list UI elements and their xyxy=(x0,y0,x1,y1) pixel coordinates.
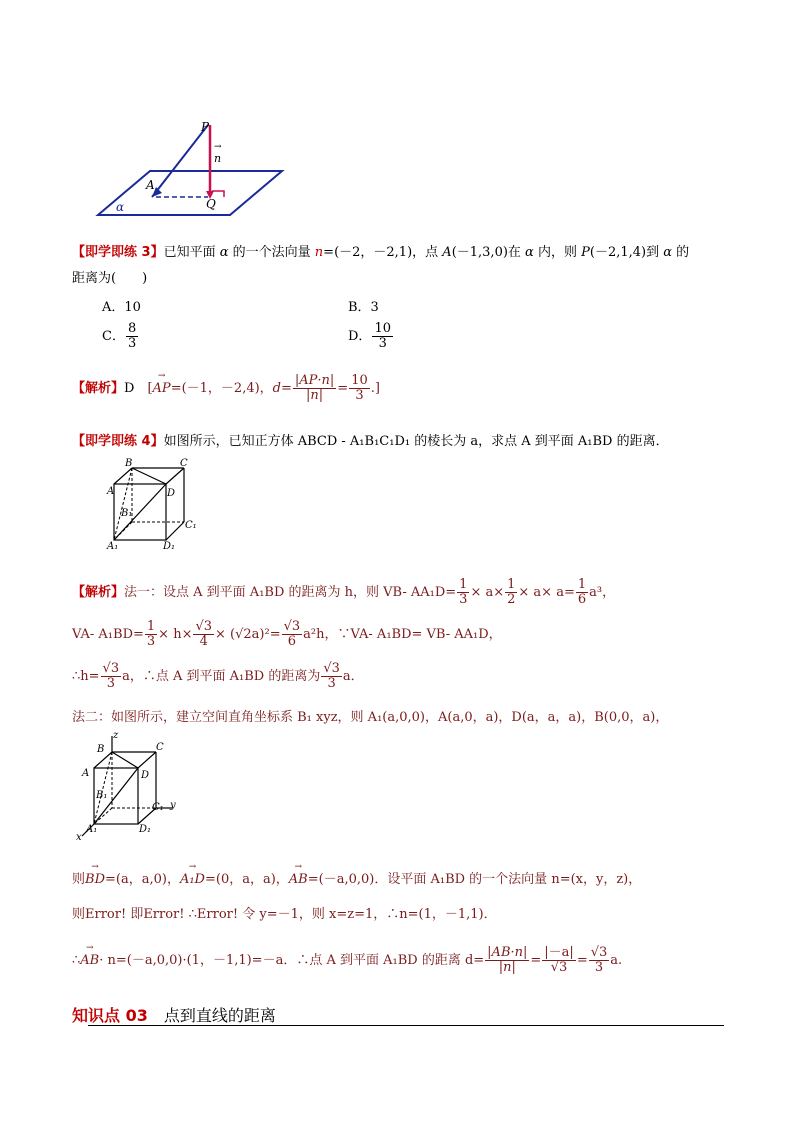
exercise-3-line2: 距离为( ) xyxy=(72,271,148,286)
label-n: → n xyxy=(214,152,221,165)
solution-method2-line3: ∴→ AB· n=(－a,0,0)·(1，－1,1)=－a．∴点 A 到平面 A₁BD 的距离 d= $\frac{|AB\cdot n|}{|n|}$ = $\frac{|-a|}{√3}$ = $\frac{√3}{3}$ a. xyxy=(72,946,622,975)
solution-method2-line1: 则→ BD=(a，a,0)，→ A₁D=(0，a，a)，→ AB=(－a,0,0)．设平面 A₁BD 的一个法向量 n=(x，y，z)， xyxy=(72,868,641,887)
label-A: A xyxy=(146,178,155,192)
knowledge-point-title: 点到直线的距离 xyxy=(163,1006,276,1025)
cube1-A: A xyxy=(107,486,115,497)
cube2-C: C xyxy=(156,742,164,753)
knowledge-point-number: 知识点 03 xyxy=(72,1006,148,1025)
solution-method2-line2: 则Error! 即Error! ∴Error! 令 y=－1，则 x=z=1，∴n=(1，－1,1)． xyxy=(72,907,497,922)
segment-PA xyxy=(152,125,208,197)
label-alpha: α xyxy=(116,200,125,214)
cube2-A1: A₁ xyxy=(86,824,98,835)
cube1-B1: B₁ xyxy=(121,508,133,519)
solution-method1-line3: ∴h= $\frac{√3}{3}$ a，∴点 A 到平面 A₁BD 的距离为 $\frac{√3}{3}$ a． xyxy=(72,661,364,691)
cube1-D: D xyxy=(167,488,176,499)
cube1-D1: D₁ xyxy=(163,541,176,552)
option-c: C． $\frac{8}{3}$ xyxy=(102,321,137,351)
option-b: B．3 xyxy=(348,300,379,315)
knowledge-point-heading xyxy=(72,1003,276,1026)
cube2-x: x xyxy=(76,832,82,843)
plane-outline xyxy=(98,171,282,215)
cube-figure-1 xyxy=(104,460,204,552)
option-d: D． $\frac{10}{3}$ xyxy=(348,321,391,351)
cube2-y: y xyxy=(170,800,176,811)
exercise-3: 【即学即练 3】已知平面 α 的一个法向量 n=(－2，－2,1)，点 A(－1,3,0)在 α 内，则 P(－2,1,4)到 α 的 xyxy=(72,245,690,260)
solution-method2-intro: 法二：如图所示，建立空间直角坐标系 B₁ xyz，则 A₁(a,0,0)，A(a,0，a)，D(a，a，a)，B(0,0，a)， xyxy=(72,710,669,725)
cube2-B1: B₁ xyxy=(96,790,108,801)
label-Q: Q xyxy=(206,197,216,211)
cube1-C1: C₁ xyxy=(185,520,197,531)
cube2-B: B xyxy=(97,744,105,755)
cube2-C1: C₁ xyxy=(152,802,164,813)
cube2-z: z xyxy=(113,730,119,741)
exercise-4: 【即学即练 4】如图所示，已知正方体 ABCD - A₁B₁C₁D₁ 的棱长为 a，求点 A 到平面 A₁BD 的距离． xyxy=(72,434,669,449)
heading-underline xyxy=(88,1025,724,1026)
solution-method1-line1: 【解析】法一：设点 A 到平面 A₁BD 的距离为 h，则 VB- AA₁D= $\frac{1}{3}$ × a× $\frac{1}{2}$ × a× a= $\frac{1}{6}$ a³， xyxy=(72,577,616,607)
label-P: P xyxy=(201,120,210,134)
cube2-D1: D₁ xyxy=(139,824,152,835)
cube2-A: A xyxy=(82,768,90,779)
cube1-B: B xyxy=(125,458,133,469)
answer-3: 【解析】D [→ AP=(－1，－2,4)，d= $\frac{|AP\cdot n|}{|n|}$ = $\frac{10}{3}$ .] xyxy=(72,374,380,403)
solution-method1-line2: VA- A₁BD= $\frac{1}{3}$ × h× $\frac{√3}{4}$ × (√2a)²= $\frac{√3}{6}$ a²h，∵VA- A₁BD= VB- AA₁D， xyxy=(72,619,502,649)
option-a: A．10 xyxy=(102,300,141,315)
cube1-C: C xyxy=(180,458,188,469)
cube2-D: D xyxy=(141,770,150,781)
cube1-A1: A₁ xyxy=(107,541,119,552)
